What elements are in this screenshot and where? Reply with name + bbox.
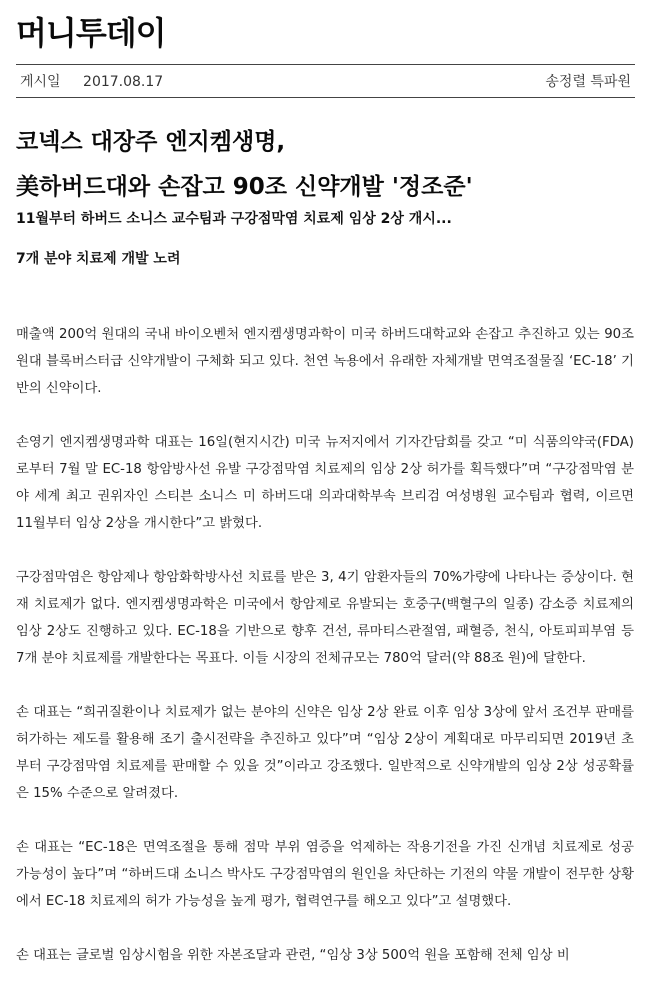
article-headline [16,120,646,210]
article-body [16,321,634,996]
headline-line-2: 美하버드대와 손잡고 90조 신약개발 '정조준' [16,174,473,200]
body-paragraph: 구강점막염은 항암제나 항암화학방사선 치료를 받은 3, 4기 암환자들의 70%가량에 나타나는 증상이다. 현재 치료제가 없다. 엔지켐생명과학은 미국에서 항암제로 유발되는 호중구(백혈구의 일종) 감소증 치료제의 임상 2상도 진행하고 있다. EC-18을 기반으로 향후 건선, 류마티스관절염, 패혈증, 천식, 아토피피부염 등 7개 분야 치료제를 개발한다는 목표다. 이들 시장의 전체규모는 780억 달러(약 88조 원)에 달한다. [16,570,634,666]
publish-label: 게시일 [20,74,61,90]
headline-line-1: 코넥스 대장주 엔지켐생명, [16,129,286,155]
article-subheadline-2: 7개 분야 치료제 개발 노려 [16,251,181,267]
publish-date: 2017.08.17 [83,74,164,90]
author-byline: 송정렬 특파원 [545,74,631,90]
article-meta-bar [16,64,635,98]
masthead-logo[interactable]: 머니투데이 [16,14,166,52]
article-subheadline: 11월부터 하버드 소니스 교수팀과 구강점막염 치료제 임상 2상 개시... [16,211,452,227]
body-paragraph: 손 대표는 글로벌 임상시험을 위한 자본조달과 관련, “임상 3상 500억 원을 포함해 전체 임상 비 [16,948,570,963]
body-paragraph: 손영기 엔지켐생명과학 대표는 16일(현지시간) 미국 뉴저지에서 기자간담회를 갖고 “미 식품의약국(FDA)로부터 7월 말 EC-18 항암방사선 유발 구강점막염 치료제의 임상 2상 허가를 획득했다”며 “구강점막염 분야 세계 최고 권위자인 스티븐 소니스 미 하버드대 의과대학부속 브리검 여성병원 교수팀과 협력, 이르면 11월부터 임상 2상을 개시한다”고 밝혔다. [16,435,634,531]
body-paragraph: 손 대표는 “희귀질환이나 치료제가 없는 분야의 신약은 임상 2상 완료 이후 임상 3상에 앞서 조건부 판매를 허가하는 제도를 활용해 조기 출시전략을 추진하고 있다”며 “임상 2상이 계획대로 마무리되면 2019년 초부터 구강점막염 치료제를 판매할 수 있을 것”이라고 강조했다. 일반적으로 신약개발의 임상 2상 성공확률은 15% 수준으로 알려졌다. [16,705,634,801]
body-paragraph: 손 대표는 “EC-18은 면역조절을 통해 점막 부위 염증을 억제하는 작용기전을 가진 신개념 치료제로 성공 가능성이 높다”며 “하버드대 소니스 박사도 구강점막염의 원인을 차단하는 기전의 약물 개발이 전무한 상황에서 EC-18 치료제의 허가 가능성을 높게 평가, 협력연구를 해오고 있다”고 설명했다. [16,840,634,909]
body-paragraph: 매출액 200억 원대의 국내 바이오벤처 엔지켐생명과학이 미국 하버드대학교와 손잡고 추진하고 있는 90조 원대 블록버스터급 신약개발이 구체화 되고 있다. 천연 녹용에서 유래한 자체개발 면역조절물질 ‘EC-18’ 기반의 신약이다. [16,327,634,396]
publish-info [20,71,181,91]
